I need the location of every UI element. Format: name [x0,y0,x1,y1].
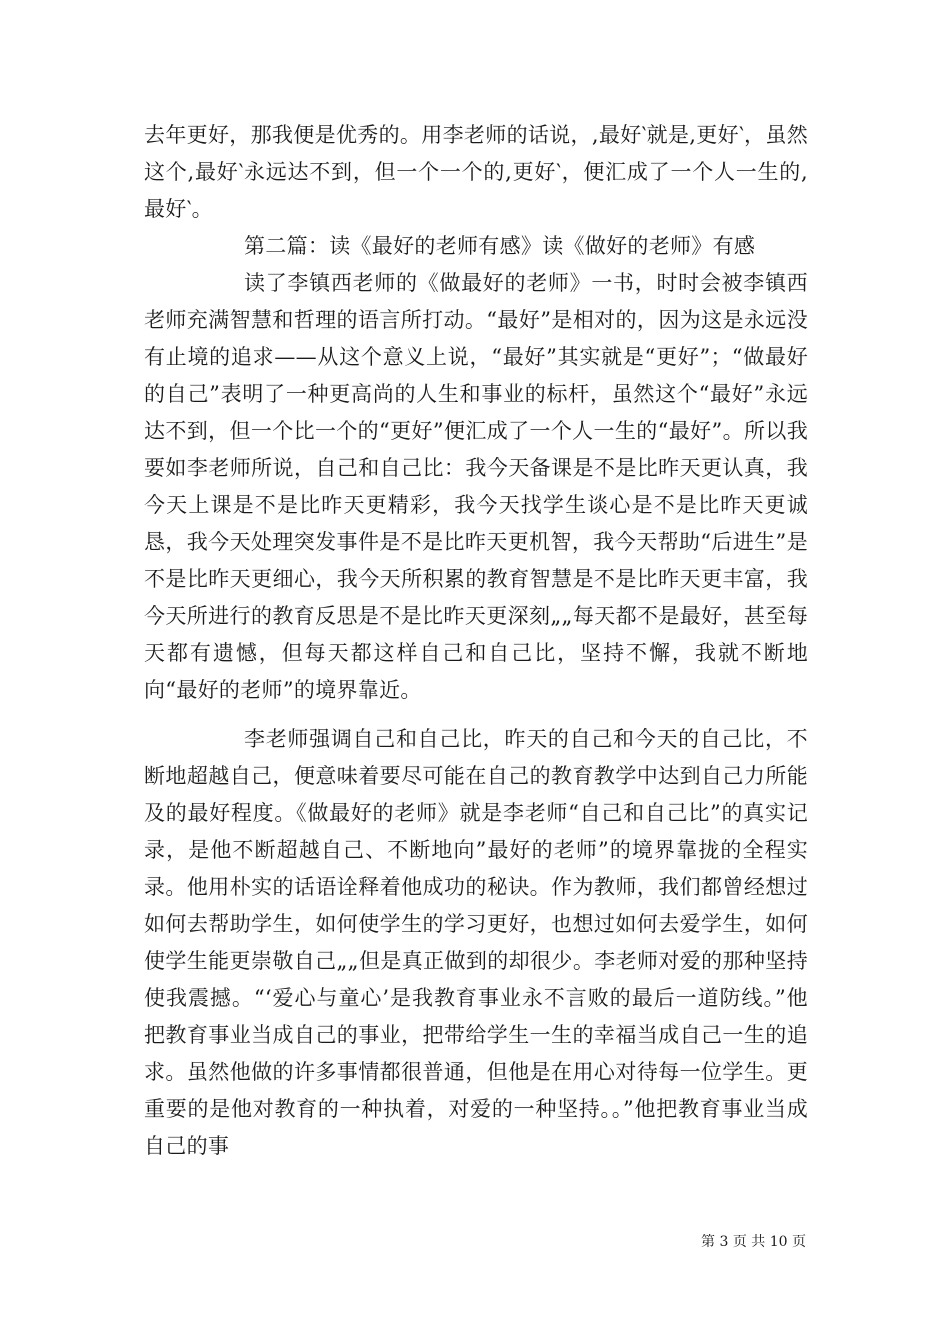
document-body [144,117,808,1165]
page-number-footer: 第 3 页 共 10 页 [701,1234,806,1250]
section-heading: 第二篇：读《最好的老师有感》读《做好的老师》有感 [244,234,756,258]
paragraph-continuation: 去年更好，那我便是优秀的。用李老师的话说，,最好‵就是,更好‵，虽然这个,最好‵永远达不到，但一个一个的,更好‵，便汇成了一个人一生的,最好‵。 [144,123,808,221]
paragraph-body: 李老师强调自己和自己比，昨天的自己和今天的自己比，不断地超越自己，便意味着要尽可能在自己的教育教学中达到自己力所能及的最好程度。《做最好的老师》就是李老师“自己和自己比”的真实记录，是他不断超越自己、不断地向”最好的老师”的境界靠拢的全程实录。他用朴实的话语诠释着他成功的秘诀。作为教师，我们都曾经想过如何去帮助学生，如何使学生的学习更好，也想过如何去爱学生，如何使学生能更崇敬自己„„但是真正做到的却很少。李老师对爱的那种坚持使我震撼。“‘爱心与童心’是我教育事业永不言败的最后一道防线。”他把教育事业当成自己的事业，把带给学生一生的幸福当成自己一生的追求。虽然他做的许多事情都很普通，但他是在用心对待每一位学生。更重要的是他对教育的一种执着，对爱的一种坚持。。”他把教育事业当成自己的事 [144,727,808,1158]
paragraph-intro: 读了李镇西老师的《做最好的老师》一书，时时会被李镇西老师充满智慧和哲理的语言所打动。“最好”是相对的，因为这是永远没有止境的追求——从这个意义上说，“最好”其实就是“更好”；“做最好的自己”表明了一种更高尚的人生和事业的标杆，虽然这个“最好”永远达不到，但一个比一个的“更好”便汇成了一个人一生的“最好”。所以我要如李老师所说，自己和自己比：我今天备课是不是比昨天更认真，我今天上课是不是比昨天更精彩，我今天找学生谈心是不是比昨天更诚恳，我今天处理突发事件是不是比昨天更机智，我今天帮助“后进生”是不是比昨天更细心，我今天所积累的教育智慧是不是比昨天更丰富，我今天所进行的教育反思是不是比昨天更深刻„„每天都不是最好，甚至每天都有遗憾，但每天都这样自己和自己比，坚持不懈，我就不断地向“最好的老师”的境界靠近。 [144,271,808,702]
paragraph-spacer [144,709,808,721]
